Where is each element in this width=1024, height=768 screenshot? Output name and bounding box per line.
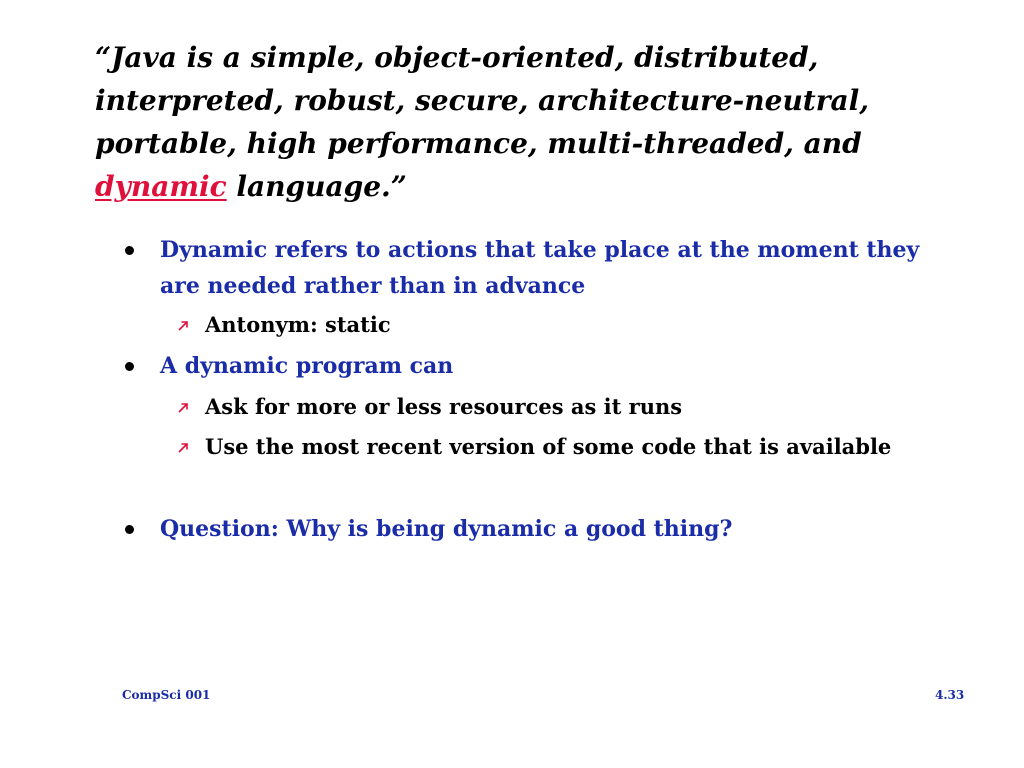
title-line-3: portable, high performance, multi-threaded, and bbox=[95, 127, 862, 160]
sub-bullet-text: Antonym: static bbox=[205, 312, 391, 337]
bullet-dot-icon bbox=[125, 525, 134, 534]
arrow-up-right-icon bbox=[176, 441, 190, 455]
arrow-up-right-icon bbox=[176, 401, 190, 415]
sub-bullet-text: Use the most recent version of some code that is available bbox=[205, 434, 892, 459]
bullet-text: Dynamic refers to actions that take place at the moment they are needed rather than in advance bbox=[160, 237, 920, 299]
bullet-text: Question: Why is being dynamic a good thing? bbox=[160, 516, 733, 542]
footer-course-label: CompSci 001 bbox=[122, 688, 211, 702]
sub-bullet-text: Ask for more or less resources as it runs bbox=[205, 394, 683, 419]
bullet-text: A dynamic program can bbox=[160, 353, 454, 379]
arrow-up-right-icon bbox=[176, 319, 190, 333]
bullet-dot-icon bbox=[125, 362, 134, 371]
title-line-2: interpreted, robust, secure, architecture-neutral, bbox=[95, 84, 870, 117]
title-line-4-rest: language.” bbox=[226, 170, 407, 203]
bullet-dot-icon bbox=[125, 246, 134, 255]
footer-slide-number: 4.33 bbox=[935, 688, 965, 702]
title-line-1: “Java is a simple, object-oriented, distributed, bbox=[95, 41, 819, 74]
title-emphasis-word: dynamic bbox=[95, 170, 227, 203]
